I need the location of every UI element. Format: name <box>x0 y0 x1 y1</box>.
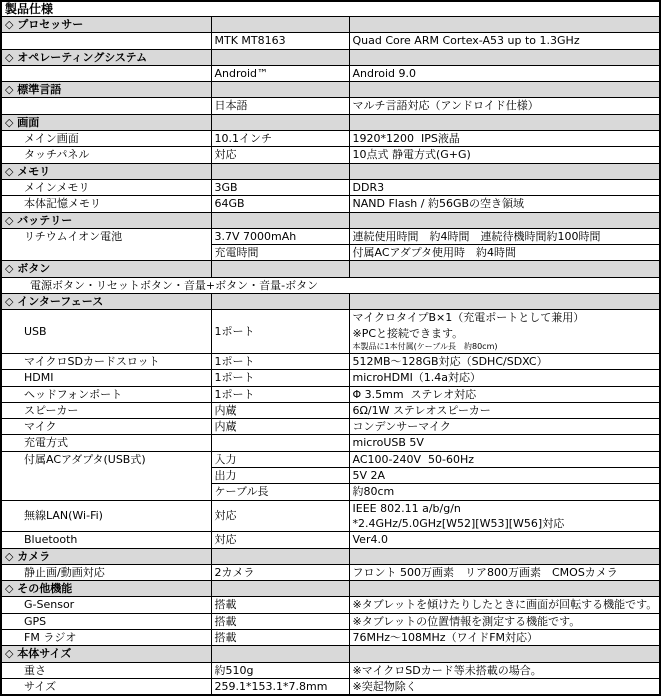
spec-value-line: microHDMI（1.4a対応） <box>352 371 482 385</box>
table-row <box>1 310 660 354</box>
spec-section-spacer <box>211 212 349 228</box>
spec-value-line: 76MHz～108MHz（ワイドFM対応） <box>352 630 539 644</box>
spec-item-label: タッチパネル <box>1 147 211 163</box>
spec-value-line: ※突起物除く <box>352 679 417 693</box>
spec-item-sub: 3GB <box>211 179 349 195</box>
spec-section-label: ◇ インターフェース <box>1 294 211 310</box>
spec-item-label: メインメモリ <box>1 179 211 195</box>
spec-item-label: スピーカー <box>1 402 211 418</box>
spec-value-line: マイクロタイプB×1（充電ポートとして兼用） <box>352 311 585 325</box>
spec-item-sub: 入力 <box>211 451 349 467</box>
table-row <box>1 613 660 629</box>
spec-item-label: マイク <box>1 419 211 435</box>
spec-item-sub: MTK MT8163 <box>211 33 349 49</box>
spec-item-label: FM ラジオ <box>1 629 211 645</box>
spec-item-sub: 3.7V 7000mAh <box>211 228 349 244</box>
spec-item-value <box>349 228 660 244</box>
table-row <box>1 212 660 228</box>
table-row <box>1 419 660 435</box>
spec-item-sub: 対応 <box>211 532 349 548</box>
spec-section-label: ◇ 画面 <box>1 114 211 130</box>
spec-section-spacer <box>349 294 660 310</box>
spec-item-label <box>1 65 211 81</box>
spec-item-value <box>349 98 660 114</box>
spec-item-value <box>349 196 660 212</box>
spec-value-line: 512MB～128GB対応（SDHC/SDXC） <box>352 354 548 368</box>
spec-section-spacer <box>349 581 660 597</box>
spec-section-label: ◇ オペレーティングシステム <box>1 49 211 65</box>
table-row <box>1 597 660 613</box>
spec-value-line: フロント 500万画素 リア800万画素 CMOSカメラ <box>352 565 618 579</box>
spec-value-line: DDR3 <box>352 180 385 194</box>
spec-item-label: GPS <box>1 613 211 629</box>
spec-item-sub: Android™ <box>211 65 349 81</box>
table-row <box>1 17 660 33</box>
spec-item-label: HDMI <box>1 370 211 386</box>
spec-section-label: ◇ 本体サイズ <box>1 646 211 662</box>
spec-section-spacer <box>211 82 349 98</box>
spec-item-label: 充電方式 <box>1 435 211 451</box>
spec-value-line: *2.4GHz/5.0GHz[W52][W53][W56]対応 <box>352 516 565 530</box>
spec-value-line: IEEE 802.11 a/b/g/n <box>352 501 461 515</box>
spec-item-value <box>349 179 660 195</box>
spec-section-spacer <box>349 646 660 662</box>
spec-item-value <box>349 419 660 435</box>
spec-table-body <box>1 1 660 695</box>
spec-item-sub: 1ポート <box>211 370 349 386</box>
spec-item-value <box>349 402 660 418</box>
spec-value-line: マルチ言語対応（アンドロイド仕様） <box>352 99 539 113</box>
spec-item-label: 無線LAN(Wi-Fi) <box>1 500 211 532</box>
spec-item-sub: 1ポート <box>211 310 349 354</box>
spec-item-value <box>349 564 660 580</box>
spec-item-value <box>349 629 660 645</box>
table-row <box>1 114 660 130</box>
spec-section-spacer <box>211 581 349 597</box>
table-row <box>1 98 660 114</box>
table-row <box>1 500 660 532</box>
table-row <box>1 629 660 645</box>
spec-section-spacer <box>211 17 349 33</box>
spec-section-label: ◇ その他機能 <box>1 581 211 597</box>
spec-item-sub: 約510g <box>211 662 349 678</box>
spec-value-line: Android 9.0 <box>352 66 417 80</box>
table-row <box>1 451 660 467</box>
spec-section-spacer <box>349 163 660 179</box>
spec-value-line: 5V 2A <box>352 469 386 483</box>
table-row <box>1 261 660 277</box>
table-row <box>1 163 660 179</box>
spec-value-line: Φ 3.5mm ステレオ対応 <box>352 387 477 401</box>
table-row <box>1 82 660 98</box>
table-row <box>1 49 660 65</box>
spec-item-value <box>349 147 660 163</box>
spec-value-line: 1920*1200 IPS液晶 <box>352 132 460 146</box>
spec-section-spacer <box>349 49 660 65</box>
spec-value-line: 付属ACアダプタ使用時 約4時間 <box>352 246 516 260</box>
table-row <box>1 646 660 662</box>
spec-item-label: G-Sensor <box>1 597 211 613</box>
spec-section-spacer <box>211 163 349 179</box>
spec-section-label: ◇ カメラ <box>1 548 211 564</box>
spec-item-sub: 出力 <box>211 468 349 484</box>
table-row <box>1 33 660 49</box>
spec-section-label: ◇ ボタン <box>1 261 211 277</box>
spec-item-sub: 64GB <box>211 196 349 212</box>
spec-section-label: ◇ メモリ <box>1 163 211 179</box>
spec-item-label: サイズ <box>1 678 211 695</box>
spec-section-spacer <box>349 548 660 564</box>
spec-item-label <box>1 98 211 114</box>
spec-item-value <box>349 65 660 81</box>
table-row <box>1 179 660 195</box>
spec-item-value <box>349 468 660 484</box>
spec-item-label: メイン画面 <box>1 131 211 147</box>
spec-title: 製品仕様 <box>1 1 660 17</box>
spec-item-sub: 搭載 <box>211 629 349 645</box>
spec-item-label: リチウムイオン電池 <box>1 228 211 261</box>
spec-item-value <box>349 451 660 467</box>
spec-value-line: Ver4.0 <box>352 533 388 547</box>
spec-item-sub: 10.1インチ <box>211 131 349 147</box>
spec-value-line: NAND Flash / 約56GBの空き領域 <box>352 197 525 211</box>
spec-item-sub: 日本語 <box>211 98 349 114</box>
spec-item-sub: 充電時間 <box>211 245 349 261</box>
spec-value-line: 本製品に1本付属(ケーブル長 約80cm) <box>352 341 498 351</box>
table-row <box>1 662 660 678</box>
spec-item-sub: 搭載 <box>211 613 349 629</box>
spec-section-label: ◇ 標準言語 <box>1 82 211 98</box>
spec-item-value <box>349 435 660 451</box>
spec-value-line: コンデンサーマイク <box>352 420 451 434</box>
spec-item-label: 本体記憶メモリ <box>1 196 211 212</box>
spec-value-line: ※タブレットを傾けたりしたときに画面が回転する機能です。 <box>352 598 658 612</box>
spec-item-label: Bluetooth <box>1 532 211 548</box>
spec-item-value <box>349 353 660 369</box>
spec-span-text: 電源ボタン・リセットボタン・音量+ボタン・音量-ボタン <box>1 277 660 293</box>
spec-item-value <box>349 370 660 386</box>
spec-value-line: microUSB 5V <box>352 436 424 450</box>
spec-section-spacer <box>349 261 660 277</box>
table-row <box>1 196 660 212</box>
spec-section-spacer <box>349 212 660 228</box>
spec-value-line: 約80cm <box>352 485 395 499</box>
spec-section-spacer <box>349 114 660 130</box>
table-row <box>1 131 660 147</box>
table-row <box>1 532 660 548</box>
table-row <box>1 1 660 17</box>
spec-value-line: ※PCと接続できます。 <box>352 326 464 340</box>
table-row <box>1 277 660 293</box>
spec-item-value <box>349 678 660 695</box>
table-row <box>1 294 660 310</box>
spec-item-sub: 対応 <box>211 500 349 532</box>
table-row <box>1 228 660 244</box>
spec-section-spacer <box>211 646 349 662</box>
spec-item-value <box>349 245 660 261</box>
table-row <box>1 548 660 564</box>
table-row <box>1 353 660 369</box>
table-row <box>1 65 660 81</box>
spec-item-label: 重さ <box>1 662 211 678</box>
table-row <box>1 435 660 451</box>
table-row <box>1 147 660 163</box>
spec-item-sub <box>211 435 349 451</box>
spec-item-value <box>349 662 660 678</box>
spec-item-sub: 2カメラ <box>211 564 349 580</box>
spec-item-sub: 内蔵 <box>211 419 349 435</box>
spec-value-line: 6Ω/1W ステレオスピーカー <box>352 403 491 417</box>
spec-item-value <box>349 613 660 629</box>
spec-section-spacer <box>211 294 349 310</box>
spec-item-sub: 対応 <box>211 147 349 163</box>
table-row <box>1 402 660 418</box>
spec-value-line: ※マイクロSDカード等未搭載の場合。 <box>352 663 542 677</box>
spec-section-label: ◇ プロセッサー <box>1 17 211 33</box>
table-row <box>1 564 660 580</box>
spec-section-spacer <box>211 548 349 564</box>
spec-section-spacer <box>349 17 660 33</box>
spec-item-sub: ケーブル長 <box>211 484 349 500</box>
table-row <box>1 581 660 597</box>
spec-item-value <box>349 500 660 532</box>
spec-item-label: マイクロSDカードスロット <box>1 353 211 369</box>
spec-item-value <box>349 532 660 548</box>
spec-item-label: USB <box>1 310 211 354</box>
table-row <box>1 386 660 402</box>
spec-item-value <box>349 484 660 500</box>
spec-item-value <box>349 33 660 49</box>
spec-section-spacer <box>211 49 349 65</box>
spec-item-value <box>349 386 660 402</box>
spec-item-sub: 内蔵 <box>211 402 349 418</box>
spec-value-line: AC100-240V 50-60Hz <box>352 452 474 466</box>
table-row <box>1 370 660 386</box>
spec-item-value <box>349 310 660 354</box>
spec-item-label <box>1 33 211 49</box>
spec-value-line: 10点式 静電方式(G+G) <box>352 148 471 162</box>
table-row <box>1 678 660 695</box>
spec-value-line: ※タブレットの位置情報を測定する機能です。 <box>352 614 581 628</box>
spec-section-label: ◇ バッテリー <box>1 212 211 228</box>
spec-item-label: ヘッドフォンポート <box>1 386 211 402</box>
spec-item-label: 付属ACアダプタ(USB式) <box>1 451 211 500</box>
spec-section-spacer <box>349 82 660 98</box>
spec-value-line: Quad Core ARM Cortex-A53 up to 1.3GHz <box>352 34 580 48</box>
spec-item-value <box>349 597 660 613</box>
spec-item-label: 静止画/動画対応 <box>1 564 211 580</box>
spec-value-line: 連続使用時間 約4時間 連続待機時間約100時間 <box>352 229 601 243</box>
spec-item-sub: 1ポート <box>211 353 349 369</box>
spec-item-value <box>349 131 660 147</box>
spec-item-sub: 搭載 <box>211 597 349 613</box>
spec-item-sub: 259.1*153.1*7.8mm <box>211 678 349 695</box>
spec-section-spacer <box>211 261 349 277</box>
spec-section-spacer <box>211 114 349 130</box>
spec-item-sub: 1ポート <box>211 386 349 402</box>
